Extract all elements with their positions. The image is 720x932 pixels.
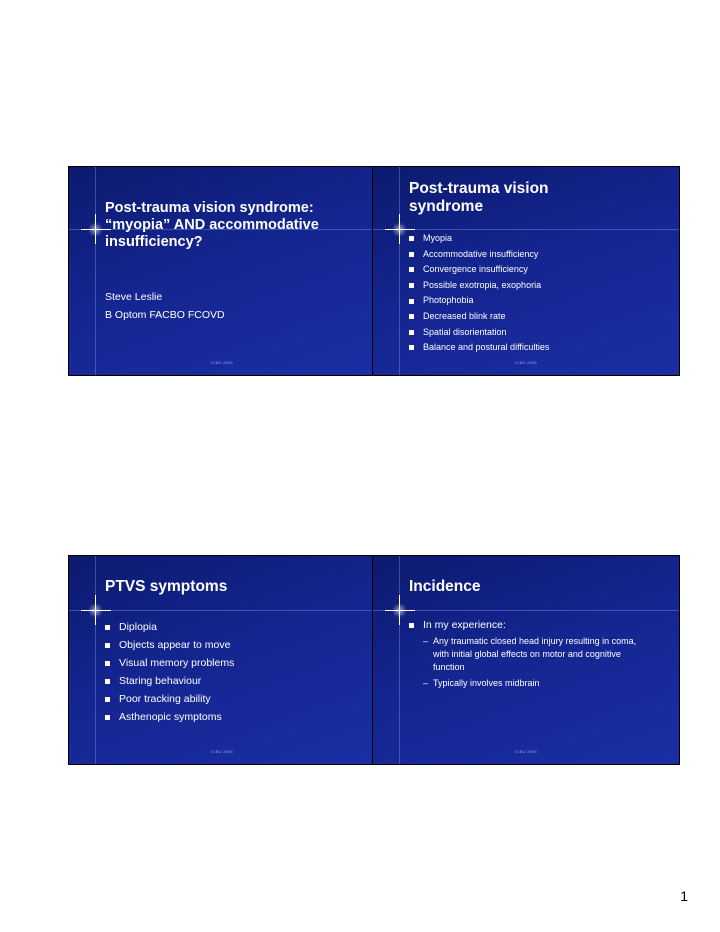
slide-title: Incidence — [409, 578, 481, 595]
slide-title: Post-trauma vision syndrome — [409, 180, 549, 216]
list-item: Poor tracking ability — [105, 690, 234, 708]
list-item: Possible exotropia, exophoria — [409, 278, 549, 294]
list-item: Convergence insufficiency — [409, 262, 549, 278]
slide-4 — [372, 555, 680, 765]
slide-decoration — [373, 610, 679, 611]
list-item: Diplopia — [105, 618, 234, 636]
star-icon — [385, 229, 415, 230]
slide-footer: ICBO 2008 — [211, 749, 233, 754]
list-item: Asthenopic symptoms — [105, 708, 234, 726]
slide-1 — [68, 166, 376, 376]
slide-3 — [68, 555, 376, 765]
sub-list — [423, 635, 649, 690]
star-icon — [81, 610, 111, 611]
sub-list-item: – Typically involves midbrain — [423, 677, 649, 690]
slide-title: PTVS symptoms — [105, 578, 228, 595]
star-icon — [399, 595, 400, 625]
slide-decoration — [399, 556, 400, 764]
bullet-list — [409, 231, 549, 356]
slide-2 — [372, 166, 680, 376]
list-item — [409, 618, 649, 690]
slide-decoration — [95, 167, 96, 375]
star-icon — [95, 214, 96, 244]
bullet-list — [409, 618, 649, 690]
star-icon — [399, 214, 400, 244]
list-item: Decreased blink rate — [409, 309, 549, 325]
author-credentials: B Optom FACBO FCOVD — [105, 309, 225, 321]
list-item: Accommodative insufficiency — [409, 247, 549, 263]
bullet-list — [105, 618, 234, 726]
star-icon — [385, 610, 415, 611]
slide-footer: ICBO 2008 — [515, 749, 537, 754]
list-item: Photophobia — [409, 293, 549, 309]
list-item: Myopia — [409, 231, 549, 247]
slide-footer: ICBO 2008 — [515, 360, 537, 365]
slide-decoration — [373, 229, 679, 230]
slide-decoration — [95, 556, 96, 764]
star-icon — [95, 595, 96, 625]
sub-list-item: – Any traumatic closed head injury resulting in coma, with initial global effects on motor and cognitive function — [423, 635, 649, 674]
list-item: Staring behaviour — [105, 672, 234, 690]
slide-decoration — [69, 610, 375, 611]
list-item: Visual memory problems — [105, 654, 234, 672]
list-item: Balance and postural difficulties — [409, 340, 549, 356]
author-name: Steve Leslie — [105, 291, 163, 303]
list-item: Spatial disorientation — [409, 325, 549, 341]
slide-title: Post-trauma vision syndrome: “myopia” AND accommodative insufficiency? — [105, 200, 319, 251]
slide-footer: ICBO 2008 — [211, 360, 233, 365]
slide-decoration — [399, 167, 400, 375]
list-item-label: In my experience: — [423, 619, 506, 631]
list-item: Objects appear to move — [105, 636, 234, 654]
page-number: 1 — [680, 888, 688, 904]
